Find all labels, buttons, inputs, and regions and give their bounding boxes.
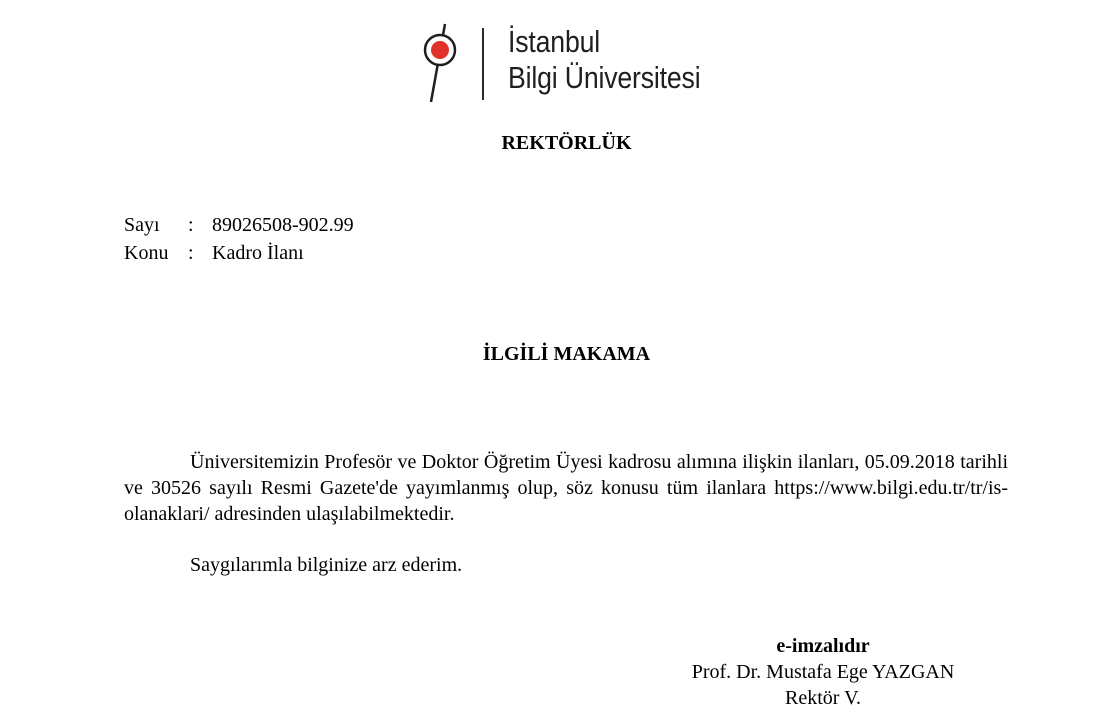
signature-block [600, 633, 1046, 711]
logo-divider [482, 28, 484, 100]
meta-row-sayi [124, 211, 354, 239]
meta-separator: : [188, 242, 194, 264]
meta-row-konu [124, 239, 354, 267]
sayi-label: Sayı [124, 214, 160, 236]
logo-line-1: İstanbul [508, 24, 601, 59]
meta-separator: : [188, 214, 194, 236]
signatory-title: Rektör V. [785, 687, 861, 709]
logo-line-2: Bilgi Üniversitesi [508, 60, 701, 95]
konu-value: Kadro İlanı [212, 242, 304, 264]
body-paragraph: Üniversitemizin Profesör ve Doktor Öğretim Üyesi kadrosu alımına ilişkin ilanları, 05.09.2018 tarihli ve 30526 sayılı Resmi Gazete'de yayımlanmış olup, söz konusu tüm ilanlara https://www.bilgi.edu.tr/tr/is-olanaklari/ adresinden ulaşılabilmektedir. [124, 451, 1008, 525]
document-meta [124, 211, 354, 267]
konu-label: Konu [124, 242, 169, 264]
logo-wordmark [508, 24, 700, 96]
signature-status: e-imzalıdır [776, 635, 870, 657]
recipient-heading: İLGİLİ MAKAMA [482, 343, 651, 365]
office-heading: REKTÖRLÜK [501, 132, 632, 154]
closing-line: Saygılarımla bilginize arz ederim. [190, 554, 463, 576]
signatory-name: Prof. Dr. Mustafa Ege YAZGAN [691, 661, 955, 683]
university-emblem-icon [420, 22, 464, 104]
university-logo [420, 22, 740, 104]
sayi-value: 89026508-902.99 [212, 214, 354, 236]
